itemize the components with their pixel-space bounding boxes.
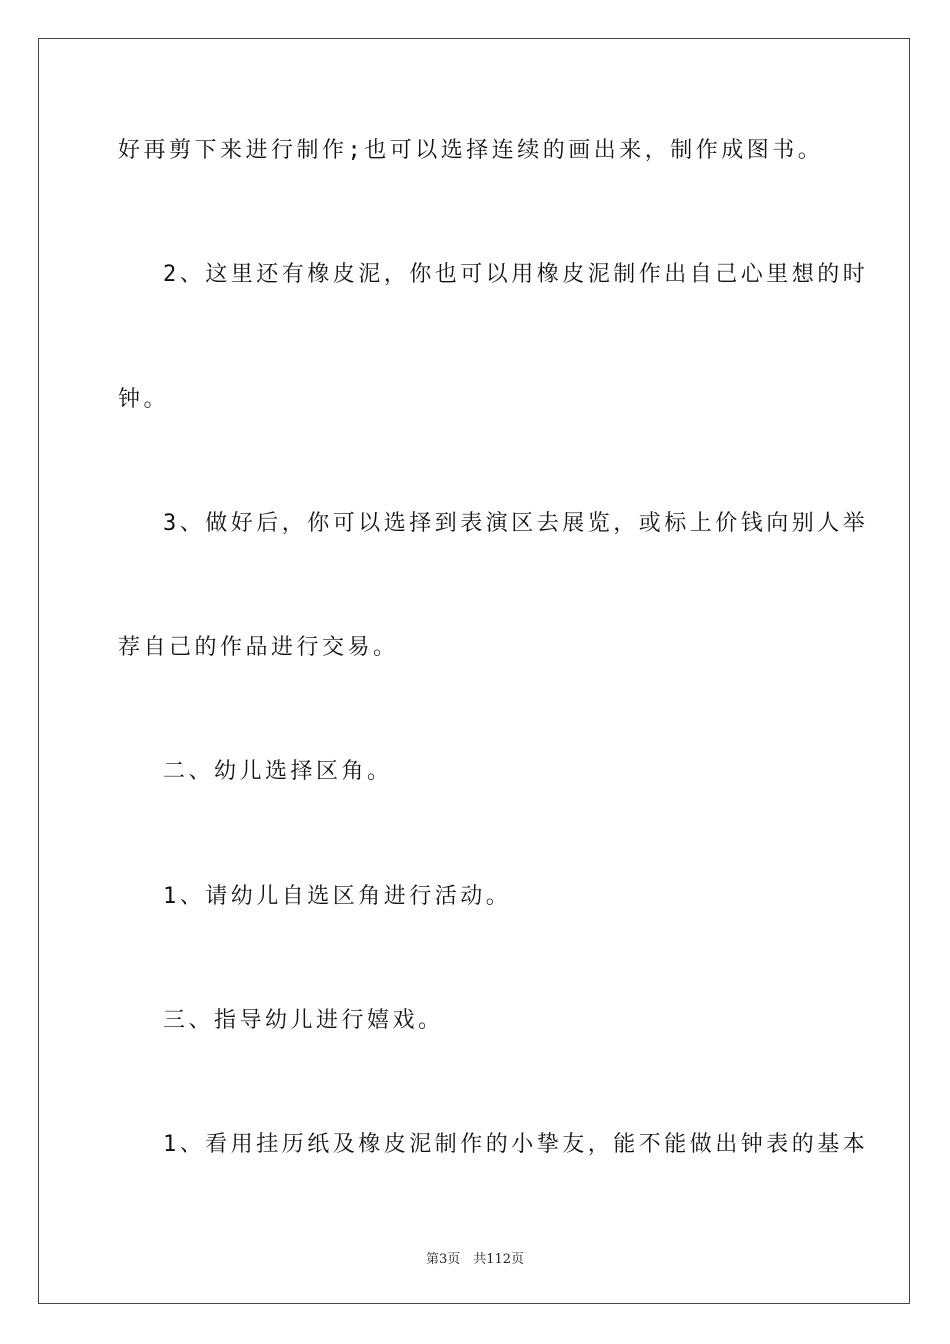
text-line-2: 2、这里还有橡皮泥，你也可以用橡皮泥制作出自己心里想的时 xyxy=(163,262,869,287)
page-number-footer: 第3页 共112页 xyxy=(425,1252,525,1267)
text-line-1: 好再剪下来进行制作;也可以选择连续的画出来，制作成图书。 xyxy=(118,138,824,163)
text-line-9: 1、看用挂历纸及橡皮泥制作的小挚友，能不能做出钟表的基本 xyxy=(163,1132,869,1157)
heading-section-2: 二、幼儿选择区角。 xyxy=(163,759,393,784)
text-line-3: 钟。 xyxy=(118,387,170,412)
text-line-5: 荐自己的作品进行交易。 xyxy=(118,635,399,660)
text-line-4: 3、做好后，你可以选择到表演区去展览，或标上价钱向别人举 xyxy=(163,511,869,536)
page-border xyxy=(38,38,910,1304)
heading-section-3: 三、指导幼儿进行嬉戏。 xyxy=(163,1008,444,1033)
text-line-7: 1、请幼儿自选区角进行活动。 xyxy=(163,884,512,909)
